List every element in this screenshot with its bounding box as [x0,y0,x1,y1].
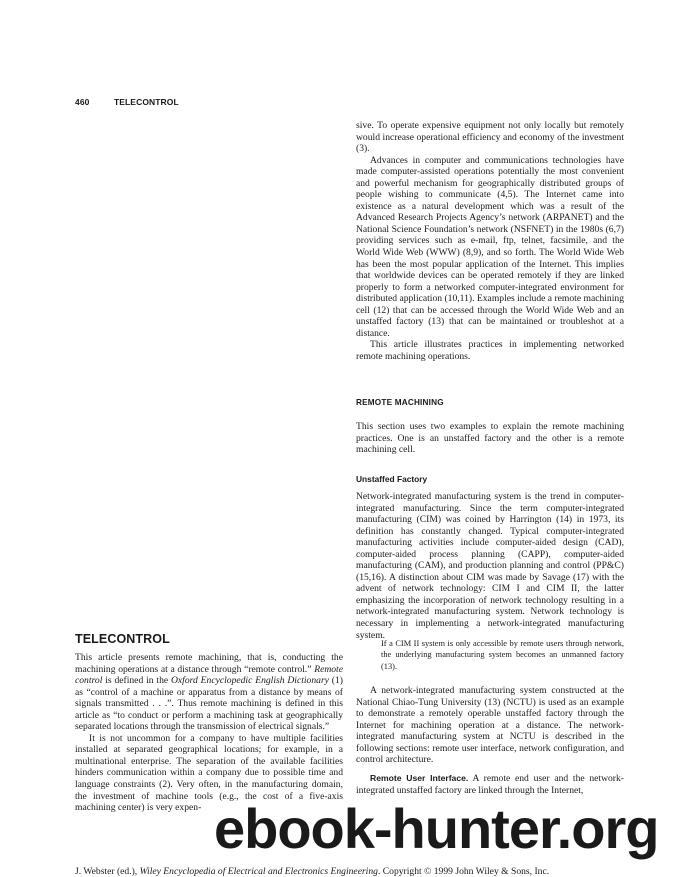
paragraph: sive. To operate expensive equipment not only locally but remotely would increase operational efficiency and economy of the investment (3). [356,120,624,155]
block-quote: If a CIM II system is only accessible by remote users through network, the underlying manufacturing system becomes an unmanned factory (13). [381,639,624,671]
footer-italic: Wiley Encyclopedia of Electrical and Electronics Engineering [139,866,378,877]
section-heading-remote-machining: REMOTE MACHINING [356,398,444,407]
running-title: TELECONTROL [113,97,179,107]
footer-suffix: . Copyright © 1999 John Wiley & Sons, Inc. [377,866,550,877]
subsection-heading-unstaffed-factory: Unstaffed Factory [356,474,428,484]
after-quote-body [356,685,624,766]
paragraph: This article presents remote machining, that is, conducting the machining operations at a distance through “remote control.” Remote control is defined in the Oxford Encyclopedic English Dictionary (1) as “control of a machine or apparatus from a distance by means of signals transmitted . . .”. Thus remote machining is defined in this article as “to conduct or perform a machining task at geographically separated locations through the transmission of electrical signals.” [75,652,343,733]
copyright-footer [75,866,635,877]
paragraph: It is not uncommon for a company to have multiple facilities installed at separated geographical locations; for example, in a multinational enterprise. The separation of the available facilities hinders communication within a company due to possible time and language constraints (2). Very often, in the manufacturing domain, the investment of machine tools (e.g., the cost of a five-axis machining center) is very expen- [75,732,343,814]
footer-prefix: J. Webster (ed.), [75,866,140,877]
subsection-body [356,491,624,641]
right-column-intro [356,120,624,362]
paragraph: A network-integrated manufacturing system constructed at the National Chiao-Tung University (13) (NCTU) is used as an example to demonstrate a remotely operable unstaffed factory through the Internet for machining operation at a distance. The network-integrated manufacturing system at NCTU is described in the following sections: remote user interface, network configuration, and control architecture. [356,685,624,766]
paragraph: Network-integrated manufacturing system is the trend in computer-integrated manufacturing. Since the term computer-integrated manufacturing (CIM) was coined by Harrington (14) in 1973, its definition has constantly changed. Typical computer-integrated manufacturing activities include computer-aided design (CAD), computer-aided process planning (CAPP), computer-aided manufacturing (CAM), and production planning and control (PP&C) (15,16). A distinction about CIM was made by Savage (17) with the advent of network technology: CIM I and CIM II, the latter emphasizing the incorporation of network technology resulting in a network-integrated manufacturing system. Network technology is necessary in implementing a network-integrated manufacturing system. [356,491,624,641]
article-title: TELECONTROL [75,632,170,646]
left-column-body [75,652,343,814]
remote-user-interface-para [356,773,624,796]
watermark-text: ebook-hunter.org [214,797,659,860]
runin-text: A remote end user and the network-integrated unstaffed factory are linked through the Internet, [356,773,624,796]
runin-heading: Remote User Interface. [370,773,469,783]
running-head [75,97,179,107]
paragraph: This section uses two examples to explain the remote machining practices. One is an unstaffed factory and the other is a remote machining cell. [356,421,624,456]
paragraph: Advances in computer and communications technologies have made computer-assisted operations potentially the most convenient and powerful mechanism for geographically distributed groups of people wishing to communicate (4,5). The Internet came into existence as a natural development which was a result of the Advanced Research Projects Agency’s network (ARPANET) and the National Science Foundation’s network (NSFNET) in the 1980s (6,7) providing services such as e-mail, ftp, telnet, facsimile, and the World Wide Web (WWW) (8,9), and so forth. The World Wide Web has been the most popular application of the Internet. This implies that worldwide devices can be operated remotely if they are linked properly to form a networked computer-integrated environment for distributed application (10,11). Examples include a remote machining cell (12) that can be accessed through the World Wide Web and an unstaffed factory (13) that can be maintained or troubleshot at a distance. [356,154,624,339]
section-intro [356,421,624,456]
page-number: 460 [75,97,90,107]
paragraph: This article illustrates practices in implementing networked remote machining operations. [356,339,624,362]
